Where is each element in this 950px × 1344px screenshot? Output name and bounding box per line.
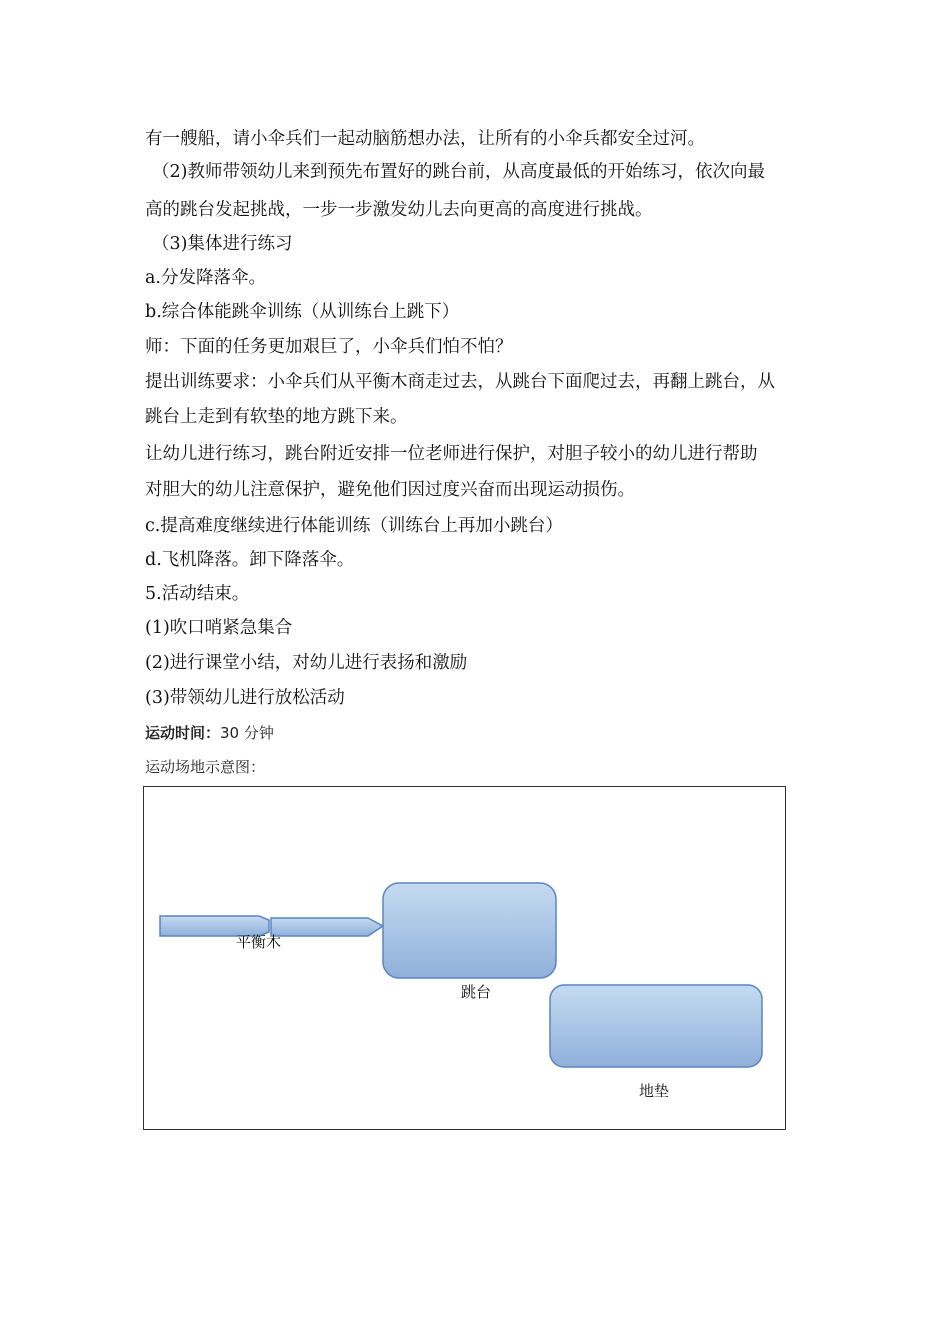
- paragraph-line: c.提高难度继续进行体能训练（训练台上再加小跳台）: [145, 516, 563, 536]
- balance-beam-label: 平衡木: [236, 933, 282, 951]
- floor-mat-label: 地垫: [639, 1082, 670, 1100]
- paragraph-line: (1)吹口哨紧急集合: [145, 618, 293, 638]
- activity-time-value: 30 分钟: [220, 724, 274, 742]
- paragraph-line: 对胆大的幼儿注意保护，避免他们因过度兴奋而出现运动损伤。: [145, 480, 635, 500]
- paragraph-line: 让幼儿进行练习，跳台附近安排一位老师进行保护，对胆子较小的幼儿进行帮助: [145, 444, 758, 464]
- venue-diagram: [143, 786, 786, 1130]
- balance-beam-segment-2: [271, 918, 383, 936]
- paragraph-line: 5.活动结束。: [145, 584, 250, 604]
- paragraph-line: b.综合体能跳伞训练（从训练台上跳下）: [145, 302, 460, 322]
- jump-platform-label: 跳台: [461, 983, 492, 1001]
- paragraph-line: (2)进行课堂小结，对幼儿进行表扬和激励: [145, 653, 468, 673]
- floor-mat: [550, 985, 762, 1067]
- paragraph-line: 有一艘船，请小伞兵们一起动脑筋想办法，让所有的小伞兵都安全过河。: [145, 129, 705, 149]
- paragraph-line: 师：下面的任务更加艰巨了，小伞兵们怕不怕？: [145, 337, 513, 357]
- activity-time: [145, 721, 274, 745]
- jump-platform: [383, 883, 556, 978]
- paragraph-line: d.飞机降落。卸下降落伞。: [145, 550, 355, 570]
- paragraph-line: a.分发降落伞。: [145, 268, 266, 288]
- paragraph-line: 提出训练要求：小伞兵们从平衡木商走过去，从跳台下面爬过去，再翻上跳台，从: [145, 372, 775, 392]
- paragraph-line: 跳台上走到有软垫的地方跳下来。: [145, 407, 408, 427]
- paragraph-line: 高的跳台发起挑战，一步一步激发幼儿去向更高的高度进行挑战。: [145, 200, 653, 220]
- activity-time-label: 运动时间：: [145, 724, 221, 742]
- diagram-title: 运动场地示意图：: [145, 758, 266, 776]
- paragraph-line: (3)带领幼儿进行放松活动: [145, 688, 345, 708]
- venue-diagram-canvas: [144, 787, 787, 1131]
- paragraph-line: （2)教师带领幼儿来到预先布置好的跳台前，从高度最低的开始练习，依次向最: [152, 162, 765, 182]
- paragraph-line: （3)集体进行练习: [152, 234, 293, 254]
